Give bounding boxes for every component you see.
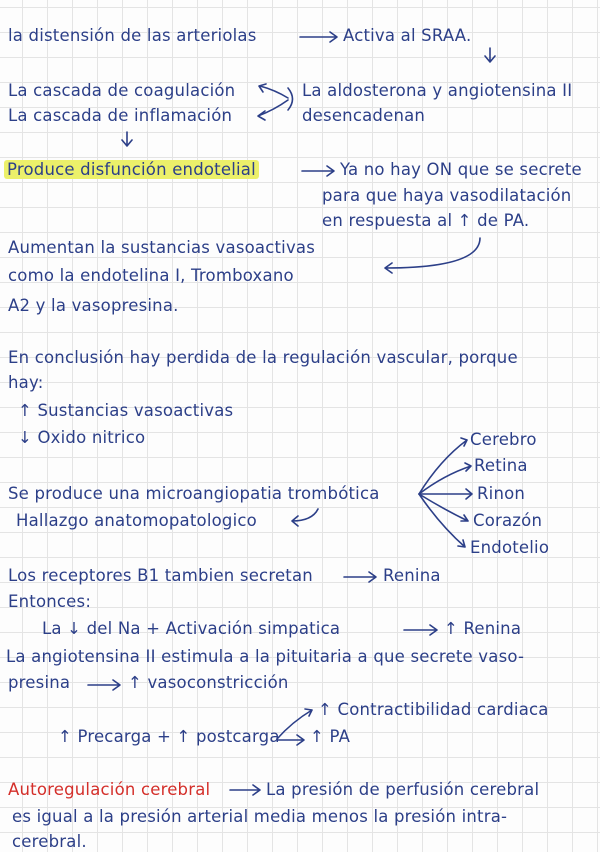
organ-item: Endotelio	[470, 538, 550, 557]
note-line: En conclusión hay perdida de la regulación vascular, porque	[8, 348, 518, 367]
arrow-icon	[419, 463, 471, 494]
arrow-icon	[385, 238, 480, 273]
arrow-icon	[230, 785, 260, 795]
note-line: Entonces:	[8, 592, 92, 611]
note-line: Los receptores B1 tambien secretan	[8, 566, 313, 585]
note-line: A2 y la vasopresina.	[8, 296, 179, 315]
arrow-icon	[292, 509, 318, 526]
arrow-icon	[258, 100, 288, 120]
note-line-highlighted	[4, 160, 259, 180]
note-line: La ↓ del Na + Activación simpatica	[42, 619, 341, 638]
note-line: hay:	[8, 373, 44, 392]
arrow-icon	[419, 489, 472, 499]
note-line: ↑ Precarga + ↑ postcarga	[58, 727, 280, 746]
note-line: La angiotensina II estimula a la pituitaria a que secrete vaso-	[6, 647, 525, 666]
note-line: Activa al SRAA.	[343, 26, 472, 45]
note-line: cerebral.	[12, 832, 87, 851]
arrow-icon	[300, 32, 337, 42]
arrow-icon	[404, 625, 437, 635]
organ-item: Cerebro	[470, 430, 537, 449]
note-line: La cascada de coagulación	[8, 81, 236, 100]
note-line: Renina	[383, 566, 441, 585]
note-line: Ya no hay ON que se secrete	[340, 160, 582, 179]
arrow-icon	[419, 494, 465, 547]
note-line: La presión de perfusión cerebral	[266, 780, 540, 799]
organ-item: Retina	[474, 456, 528, 475]
note-line: ↑ PA	[310, 727, 351, 746]
note-line: Se produce una microangiopatia trombótica	[8, 484, 380, 503]
note-line: la distensión de las arteriolas	[8, 26, 257, 45]
note-line: La cascada de inflamación	[8, 106, 233, 125]
note-line: en respuesta al ↑ de PA.	[322, 211, 530, 230]
highlighted-text: Produce disfunción endotelial	[4, 160, 259, 179]
arrow-icon	[485, 48, 495, 62]
arrow-icon	[419, 438, 467, 494]
arrow-icon	[88, 680, 120, 690]
arrow-icon	[344, 572, 376, 582]
note-line: como la endotelina I, Tromboxano	[8, 266, 294, 285]
arrow-icon	[419, 494, 468, 521]
note-line: La aldosterona y angiotensina II	[302, 81, 573, 100]
note-line: ↑ Renina	[444, 619, 522, 638]
note-line: ↓ Oxido nitrico	[18, 428, 146, 447]
arrow-icon	[277, 709, 312, 739]
organ-item: Rinon	[477, 484, 526, 503]
arrow-icon	[278, 735, 304, 745]
note-line: ↑ Sustancias vasoactivas	[18, 401, 234, 420]
note-line: presina	[8, 673, 71, 692]
arrow-icon	[302, 166, 334, 176]
organ-item: Corazón	[473, 511, 543, 530]
arrow-icon	[122, 132, 132, 146]
note-line: es igual a la presión arterial media menos la presión intra-	[12, 807, 508, 826]
note-line: Hallazgo anatomopatologico	[16, 511, 257, 530]
note-line: desencadenan	[302, 106, 426, 125]
note-line: Aumentan la sustancias vasoactivas	[8, 238, 316, 257]
note-line: para que haya vasodilatación	[322, 186, 572, 205]
arrow-icon	[288, 88, 293, 110]
note-line: ↑ Contractibilidad cardiaca	[318, 700, 549, 719]
arrow-icon	[259, 84, 288, 98]
note-line: ↑ vasoconstricción	[128, 673, 289, 692]
note-line-red: Autoregulación cerebral	[8, 780, 211, 799]
